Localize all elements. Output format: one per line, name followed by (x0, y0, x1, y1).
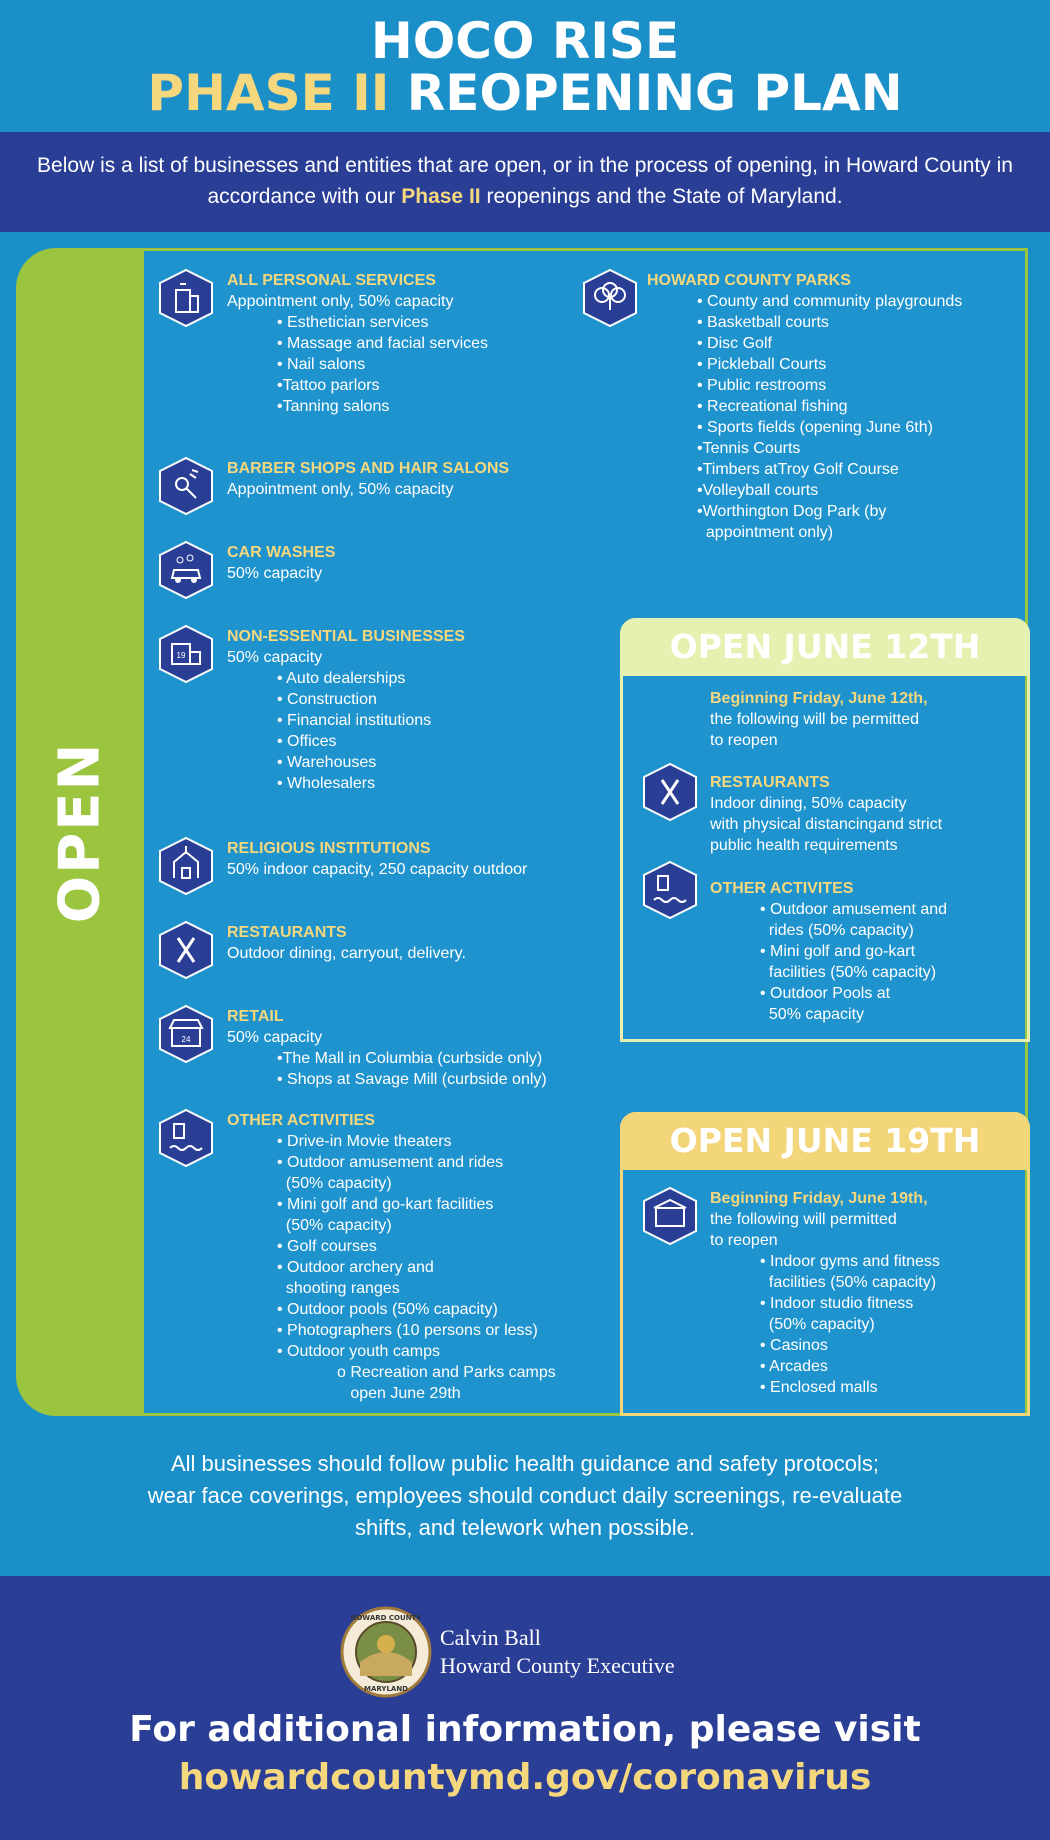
list-line: All businesses should follow public health guidance and safety protocols; (170, 1451, 880, 1476)
gym-building-icon (640, 1186, 700, 1246)
title-line2-rest: REOPENING PLAN (389, 64, 903, 122)
june12-lead (710, 709, 919, 751)
section-bullet: • Massage and facial services (277, 335, 489, 352)
june19-header-text: OPEN JUNE 19TH (669, 1121, 981, 1160)
june12-header (620, 618, 1030, 676)
title-line2 (0, 66, 1050, 120)
june19-lead-bold: Beginning Friday, June 19th, (710, 1190, 928, 1207)
parks-list (647, 291, 962, 543)
activities-icon (156, 1108, 216, 1168)
section-bullet: • Wholesalers (277, 775, 376, 792)
section-body (227, 1027, 547, 1090)
parks-bullet: •Tennis Courts (697, 440, 801, 457)
fork-knife-icon (156, 920, 216, 980)
section-bullet: • Mini golf and go-kart facilities (277, 1196, 494, 1213)
trees-icon (580, 268, 640, 328)
section-bullet: • Outdoor pools (50% capacity) (277, 1301, 498, 1318)
spray-bottle-icon (156, 268, 216, 328)
section-title: CAR WASHES (227, 544, 336, 561)
section-bullet: • Nail salons (277, 356, 366, 373)
svg-text:24: 24 (181, 1035, 191, 1044)
section-bullet: • Warehouses (277, 754, 377, 771)
june12-restaurants-title: RESTAURANTS (710, 774, 830, 791)
section-bullet: • Outdoor amusement and rides (277, 1154, 504, 1171)
intro-text-start: Below is a list of businesses and entities that are open, or in the process of opening, in Howard County in accordance with our (37, 154, 1013, 208)
section-line: 50% indoor capacity, 250 capacity outdoor (227, 861, 528, 878)
list-line: with physical distancingand strict (710, 816, 943, 833)
section-body (227, 859, 527, 880)
list-line: • Arcades (760, 1358, 828, 1375)
intro-text (0, 132, 1050, 212)
intro-banner (0, 132, 1050, 232)
open-label (16, 248, 144, 1416)
more-info-url[interactable]: howardcountymd.gov/coronavirus (178, 1757, 872, 1798)
parks-bullet: • Pickleball Courts (697, 356, 827, 373)
parks-bullet: appointment only) (697, 524, 834, 541)
title-line1: HOCO RISE (370, 12, 680, 70)
open-label-text: OPEN (47, 741, 113, 923)
county-seal (340, 1606, 432, 1698)
section-line: 50% capacity (227, 649, 323, 666)
section-bullet: • Shops at Savage Mill (curbside only) (277, 1071, 547, 1088)
executive-title: Howard County Executive (440, 1653, 675, 1678)
section-bullet: • Financial institutions (277, 712, 432, 729)
section-bullet: shooting ranges (277, 1280, 400, 1297)
section-bullet: • Outdoor youth camps (277, 1343, 441, 1360)
section-body (227, 943, 466, 964)
title-phase-highlight: PHASE II (147, 64, 390, 122)
activities-icon (640, 860, 700, 920)
list-line: the following will permitted (710, 1211, 897, 1228)
section-body (227, 647, 431, 794)
section-title: NON-ESSENTIAL BUSINESSES (227, 628, 465, 645)
more-info-text: For additional information, please visit (129, 1709, 921, 1750)
section-bullet: (50% capacity) (277, 1175, 392, 1192)
section-body (227, 563, 322, 584)
list-line: • Casinos (760, 1337, 828, 1354)
executive-block (440, 1624, 675, 1680)
list-line: facilities (50% capacity) (760, 1274, 937, 1291)
list-line: wear face coverings, employees should conduct daily screenings, re-evaluate (147, 1483, 903, 1508)
parks-bullet: • Disc Golf (697, 335, 772, 352)
section-title: RESTAURANTS (227, 924, 347, 941)
june19-list (760, 1251, 940, 1398)
parks-bullet: •Worthington Dog Park (by (697, 503, 887, 520)
parks-bullet: • Sports fields (opening June 6th) (697, 419, 933, 436)
list-line: Indoor dining, 50% capacity (710, 795, 907, 812)
list-line: • Outdoor Pools at (760, 985, 891, 1002)
parks-bullet: • County and community playgrounds (697, 293, 963, 310)
list-line: facilities (50% capacity) (760, 964, 937, 981)
section-bullet: •The Mall in Columbia (curbside only) (277, 1050, 543, 1067)
list-line: • Enclosed malls (760, 1379, 878, 1396)
section-bullet: • Offices (277, 733, 337, 750)
storefront-icon (156, 1004, 216, 1064)
list-line: • Outdoor amusement and (760, 901, 948, 918)
section-line: Appointment only, 50% capacity (227, 481, 454, 498)
section-line: 50% capacity (227, 565, 323, 582)
section-sub-bullet: o Recreation and Parks camps (337, 1364, 556, 1381)
hair-dryer-icon (156, 456, 216, 516)
list-line: • Indoor gyms and fitness (760, 1253, 940, 1270)
parks-title: HOWARD COUNTY PARKS (647, 272, 851, 289)
parks-bullet: • Public restrooms (697, 377, 827, 394)
list-line: to reopen (710, 1232, 778, 1249)
intro-highlight: Phase II (401, 185, 481, 208)
section-title: BARBER SHOPS AND HAIR SALONS (227, 460, 510, 477)
intro-text-end: reopenings and the State of Maryland. (480, 185, 843, 208)
parks-bullet: • Recreational fishing (697, 398, 848, 415)
list-line: the following will be permitted (710, 711, 919, 728)
seal-top-text: HOWARD COUNTY (350, 1614, 422, 1622)
list-line: rides (50% capacity) (760, 922, 914, 939)
section-bullet: • Construction (277, 691, 377, 708)
section-bullet: •Tattoo parlors (277, 377, 380, 394)
list-line: 50% capacity (760, 1006, 865, 1023)
list-line: shifts, and telework when possible. (355, 1515, 695, 1540)
parks-bullet: • Basketball courts (697, 314, 829, 331)
section-bullet: • Golf courses (277, 1238, 377, 1255)
list-line: to reopen (710, 732, 778, 749)
header (0, 0, 1050, 132)
section-title: ALL PERSONAL SERVICES (227, 272, 436, 289)
list-line: • Mini golf and go-kart (760, 943, 916, 960)
store-truck-icon (156, 624, 216, 684)
section-line: 50% capacity (227, 1029, 323, 1046)
safety-note (0, 1448, 1050, 1544)
section-title: OTHER ACTIVITIES (227, 1112, 375, 1129)
list-line: (50% capacity) (760, 1316, 875, 1333)
june12-header-text: OPEN JUNE 12TH (669, 627, 981, 666)
section-bullet: • Esthetician services (277, 314, 429, 331)
section-body (227, 479, 454, 500)
executive-name: Calvin Ball (440, 1625, 541, 1650)
parks-bullet: •Timbers atTroy Golf Course (697, 461, 899, 478)
section-body (227, 291, 488, 417)
section-bullet: • Auto dealerships (277, 670, 406, 687)
fork-knife-icon (640, 762, 700, 822)
june12-restaurants-body (710, 793, 942, 856)
section-bullet: •Tanning salons (277, 398, 390, 415)
june12-other-list (760, 899, 947, 1025)
section-bullet: (50% capacity) (277, 1217, 392, 1234)
section-line: Outdoor dining, carryout, delivery. (227, 945, 466, 962)
section-body (227, 1131, 556, 1404)
list-line: public health requirements (710, 837, 898, 854)
june12-lead-bold: Beginning Friday, June 12th, (710, 690, 928, 707)
june19-header (620, 1112, 1030, 1170)
section-title: RETAIL (227, 1008, 284, 1025)
section-bullet: • Photographers (10 persons or less) (277, 1322, 538, 1339)
car-wash-icon (156, 540, 216, 600)
list-line: • Indoor studio fitness (760, 1295, 914, 1312)
section-title: RELIGIOUS INSTITUTIONS (227, 840, 431, 857)
june19-lead (710, 1209, 897, 1251)
svg-text:19: 19 (176, 651, 186, 660)
church-icon (156, 836, 216, 896)
seal-bottom-text: MARYLAND (363, 1685, 409, 1693)
footer (0, 1576, 1050, 1840)
section-line: Appointment only, 50% capacity (227, 293, 454, 310)
section-bullet: • Drive-in Movie theaters (277, 1133, 452, 1150)
june12-other-title: OTHER ACTIVITES (710, 880, 854, 897)
section-bullet: • Outdoor archery and (277, 1259, 434, 1276)
section-sub-bullet: open June 29th (337, 1385, 461, 1402)
parks-bullet: •Volleyball courts (697, 482, 819, 499)
